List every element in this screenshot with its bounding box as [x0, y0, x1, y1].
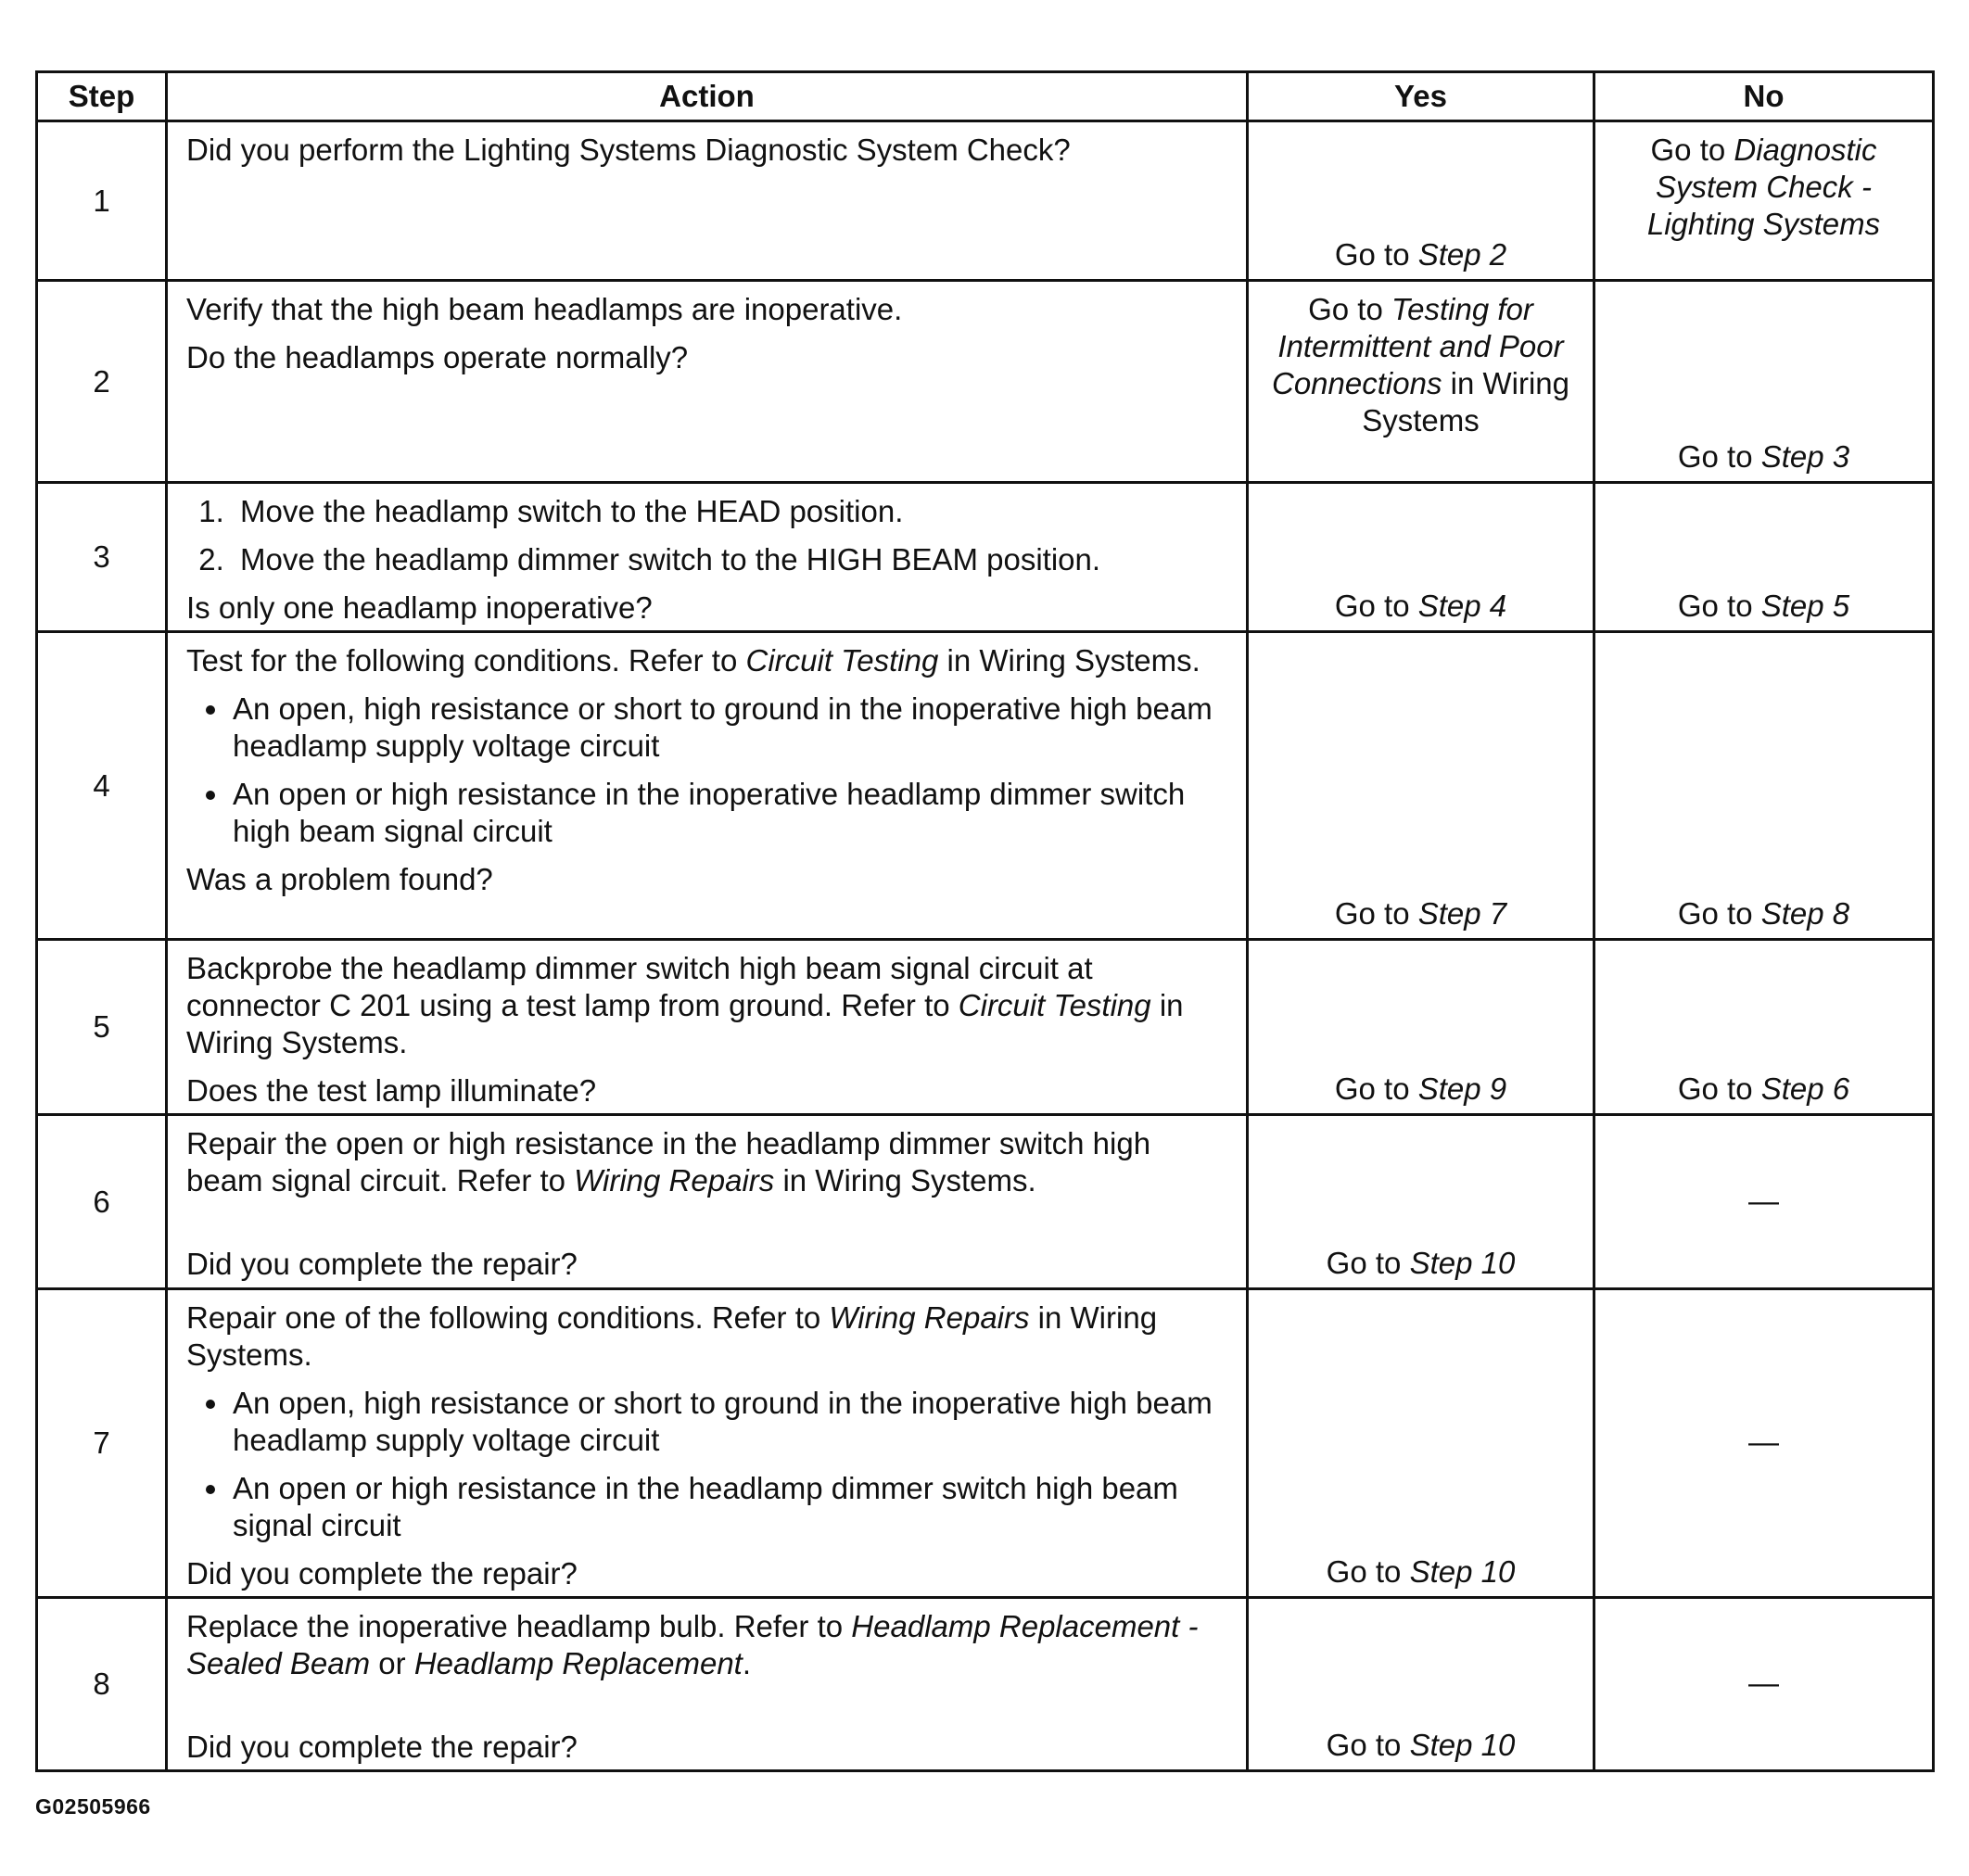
action-cell [167, 483, 1248, 632]
step-number: 2 [37, 281, 167, 483]
list-item: • An open, high resistance or short to ground in the inoperative high beam headlamp supply voltage circuit [231, 691, 1227, 765]
no-cell: Go to Step 5 [1594, 483, 1934, 632]
action-cell [167, 1115, 1248, 1289]
table-row [37, 632, 1934, 940]
bullet-list [186, 691, 1227, 850]
action-text: Repair the open or high resistance in the headlamp dimmer switch high beam signal circuit. Refer to Wiring Repairs in Wiring Systems. [186, 1126, 1151, 1198]
list-item: • An open or high resistance in the inoperative headlamp dimmer switch high beam signal circuit [231, 776, 1227, 850]
action-cell [167, 632, 1248, 940]
yes-cell: Go to Step 7 [1248, 632, 1594, 940]
action-cell [167, 281, 1248, 483]
table-row [37, 940, 1934, 1115]
action-question: Did you complete the repair? [186, 1730, 578, 1764]
list-item: 2. Move the headlamp dimmer switch to the HIGH BEAM position. [233, 541, 1227, 578]
list-item: • An open, high resistance or short to ground in the inoperative high beam headlamp supply voltage circuit [231, 1385, 1227, 1459]
procedure-link[interactable]: Wiring Repairs [574, 1163, 775, 1198]
step-link[interactable]: Step 9 [1417, 1071, 1507, 1106]
procedure-link[interactable]: Headlamp Replacement - Sealed Beam [186, 1609, 1199, 1680]
procedure-link[interactable]: Circuit Testing [958, 988, 1151, 1022]
step-number: 4 [37, 632, 167, 940]
step-link[interactable]: Step 3 [1760, 439, 1850, 474]
step-link[interactable]: Step 10 [1409, 1246, 1516, 1280]
step-number: 8 [37, 1598, 167, 1771]
procedure-link[interactable]: Testing for Intermittent and Poor Connections [1272, 292, 1564, 400]
header-yes: Yes [1248, 72, 1594, 121]
step-number: 1 [37, 121, 167, 281]
figure-id: G02505966 [35, 1794, 151, 1819]
header-no: No [1594, 72, 1934, 121]
procedure-link[interactable]: Diagnostic System Check - Lighting Systems [1646, 133, 1881, 241]
table-row [37, 1115, 1934, 1289]
step-link[interactable]: Step 10 [1409, 1554, 1516, 1589]
step-link[interactable]: Step 6 [1760, 1071, 1850, 1106]
step-number: 6 [37, 1115, 167, 1289]
step-link[interactable]: Step 4 [1417, 589, 1507, 623]
no-action-dash: — [1748, 1183, 1779, 1218]
table-row [37, 1598, 1934, 1771]
no-cell: Go to Step 3 [1594, 281, 1934, 483]
step-link[interactable]: Step 7 [1417, 896, 1507, 931]
action-text: Backprobe the headlamp dimmer switch high beam signal circuit at connector C 201 using a test lamp from ground. Refer to Circuit Testing in Wiring Systems. [186, 951, 1184, 1059]
action-question: Did you complete the repair? [186, 1247, 578, 1281]
action-question: Does the test lamp illuminate? [186, 1073, 597, 1108]
no-action-dash: — [1748, 1666, 1779, 1700]
yes-cell: Go to Step 4 [1248, 483, 1594, 632]
header-step: Step [37, 72, 167, 121]
action-text: Test for the following conditions. Refer to Circuit Testing in Wiring Systems. [186, 643, 1200, 678]
procedure-link[interactable]: Wiring Repairs [829, 1300, 1030, 1335]
action-cell [167, 1289, 1248, 1598]
diagnostic-table [35, 70, 1935, 1772]
header-row [37, 72, 1934, 121]
no-cell [1594, 1115, 1934, 1289]
no-cell: Go to Diagnostic System Check - Lighting Systems [1594, 121, 1934, 281]
table-row [37, 1289, 1934, 1598]
step-link[interactable]: Step 10 [1409, 1728, 1516, 1762]
table-row [37, 483, 1934, 632]
step-link[interactable]: Step 2 [1417, 237, 1507, 272]
action-question: Did you complete the repair? [186, 1556, 578, 1591]
step-link[interactable]: Step 5 [1760, 589, 1850, 623]
procedure-link[interactable]: Headlamp Replacement [413, 1646, 743, 1680]
table-row [37, 281, 1934, 483]
action-question: Is only one headlamp inoperative? [186, 590, 653, 625]
yes-cell: Go to Step 2 [1248, 121, 1594, 281]
no-cell [1594, 1598, 1934, 1771]
action-text: Repair one of the following conditions. Refer to Wiring Repairs in Wiring Systems. [186, 1300, 1158, 1372]
yes-cell: Go to Step 10 [1248, 1289, 1594, 1598]
table-row [37, 121, 1934, 281]
no-cell [1594, 1289, 1934, 1598]
action-question: Do the headlamps operate normally? [186, 340, 689, 374]
bullet-list [186, 1385, 1227, 1544]
action-cell [167, 1598, 1248, 1771]
step-number: 7 [37, 1289, 167, 1598]
action-question: Did you perform the Lighting Systems Diagnostic System Check? [186, 133, 1071, 167]
action-text: Verify that the high beam headlamps are inoperative. [186, 292, 903, 326]
list-item: • An open or high resistance in the headlamp dimmer switch high beam signal circuit [231, 1470, 1227, 1544]
step-number: 3 [37, 483, 167, 632]
step-link[interactable]: Step 8 [1760, 896, 1850, 931]
yes-cell: Go to Step 10 [1248, 1115, 1594, 1289]
yes-cell: Go to Step 10 [1248, 1598, 1594, 1771]
procedure-link[interactable]: Circuit Testing [745, 643, 939, 678]
no-cell: Go to Step 8 [1594, 632, 1934, 940]
action-cell [167, 121, 1248, 281]
yes-cell: Go to Step 9 [1248, 940, 1594, 1115]
numbered-list [186, 493, 1227, 578]
step-number: 5 [37, 940, 167, 1115]
header-action: Action [167, 72, 1248, 121]
list-item: 1. Move the headlamp switch to the HEAD position. [233, 493, 1227, 530]
action-question: Was a problem found? [186, 862, 493, 896]
action-text: Replace the inoperative headlamp bulb. Refer to Headlamp Replacement - Sealed Beam or Headlamp Replacement. [186, 1609, 1199, 1680]
yes-cell: Go to Testing for Intermittent and Poor Connections in Wiring Systems [1248, 281, 1594, 483]
no-action-dash: — [1748, 1425, 1779, 1459]
action-cell [167, 940, 1248, 1115]
no-cell: Go to Step 6 [1594, 940, 1934, 1115]
